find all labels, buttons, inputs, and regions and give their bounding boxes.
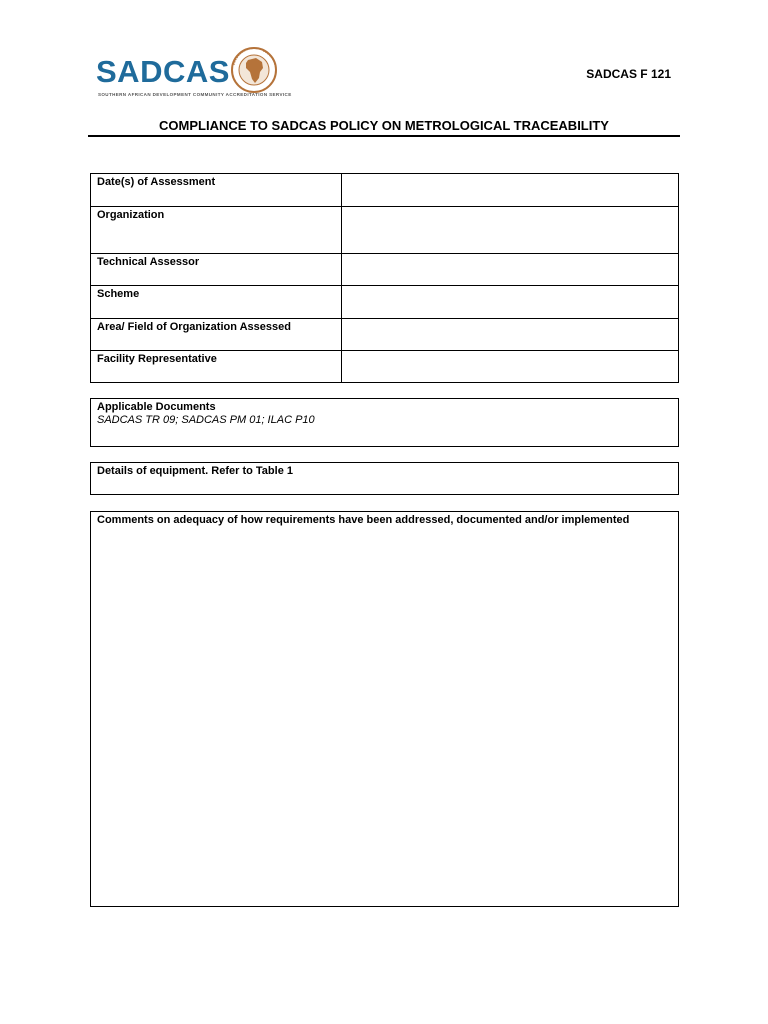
sadcas-logo — [96, 44, 296, 104]
row-value-technical-assessor[interactable] — [342, 254, 679, 286]
form-code: SADCAS F 121 — [586, 67, 671, 81]
comments-heading: Comments on adequacy of how requirements have been addressed, documented and/or implemented — [97, 514, 630, 526]
row-value-scheme[interactable] — [342, 286, 679, 319]
applicable-documents-box — [90, 398, 679, 447]
row-value-area-field[interactable] — [342, 319, 679, 351]
africa-seal-icon — [229, 45, 279, 95]
table-row — [91, 254, 679, 286]
logo-subtitle: SOUTHERN AFRICAN DEVELOPMENT COMMUNITY ACCREDITATION SERVICE — [98, 92, 292, 97]
row-label-area-field: Area/ Field of Organization Assessed — [91, 319, 342, 351]
table-row — [91, 174, 679, 207]
page-header — [0, 0, 768, 140]
row-label-dates: Date(s) of Assessment — [91, 174, 342, 207]
applicable-documents-list: SADCAS TR 09; SADCAS PM 01; ILAC P10 — [97, 414, 315, 426]
row-label-technical-assessor: Technical Assessor — [91, 254, 342, 286]
applicable-documents-heading: Applicable Documents — [97, 401, 216, 413]
logo-wordmark: SADCAS — [96, 54, 230, 89]
title-divider — [88, 135, 680, 137]
row-label-scheme: Scheme — [91, 286, 342, 319]
row-label-organization: Organization — [91, 207, 342, 254]
page-title: COMPLIANCE TO SADCAS POLICY ON METROLOGICAL TRACEABILITY — [159, 118, 609, 133]
table-row — [91, 207, 679, 254]
row-value-dates[interactable] — [342, 174, 679, 207]
row-value-organization[interactable] — [342, 207, 679, 254]
table-row — [91, 286, 679, 319]
row-label-facility-representative: Facility Representative — [91, 351, 342, 383]
equipment-details-heading: Details of equipment. Refer to Table 1 — [97, 465, 293, 477]
table-row — [91, 319, 679, 351]
table-row — [91, 351, 679, 383]
row-value-facility-representative[interactable] — [342, 351, 679, 383]
assessment-info-table — [90, 173, 679, 383]
equipment-details-box — [90, 462, 679, 495]
comments-box[interactable] — [90, 511, 679, 907]
